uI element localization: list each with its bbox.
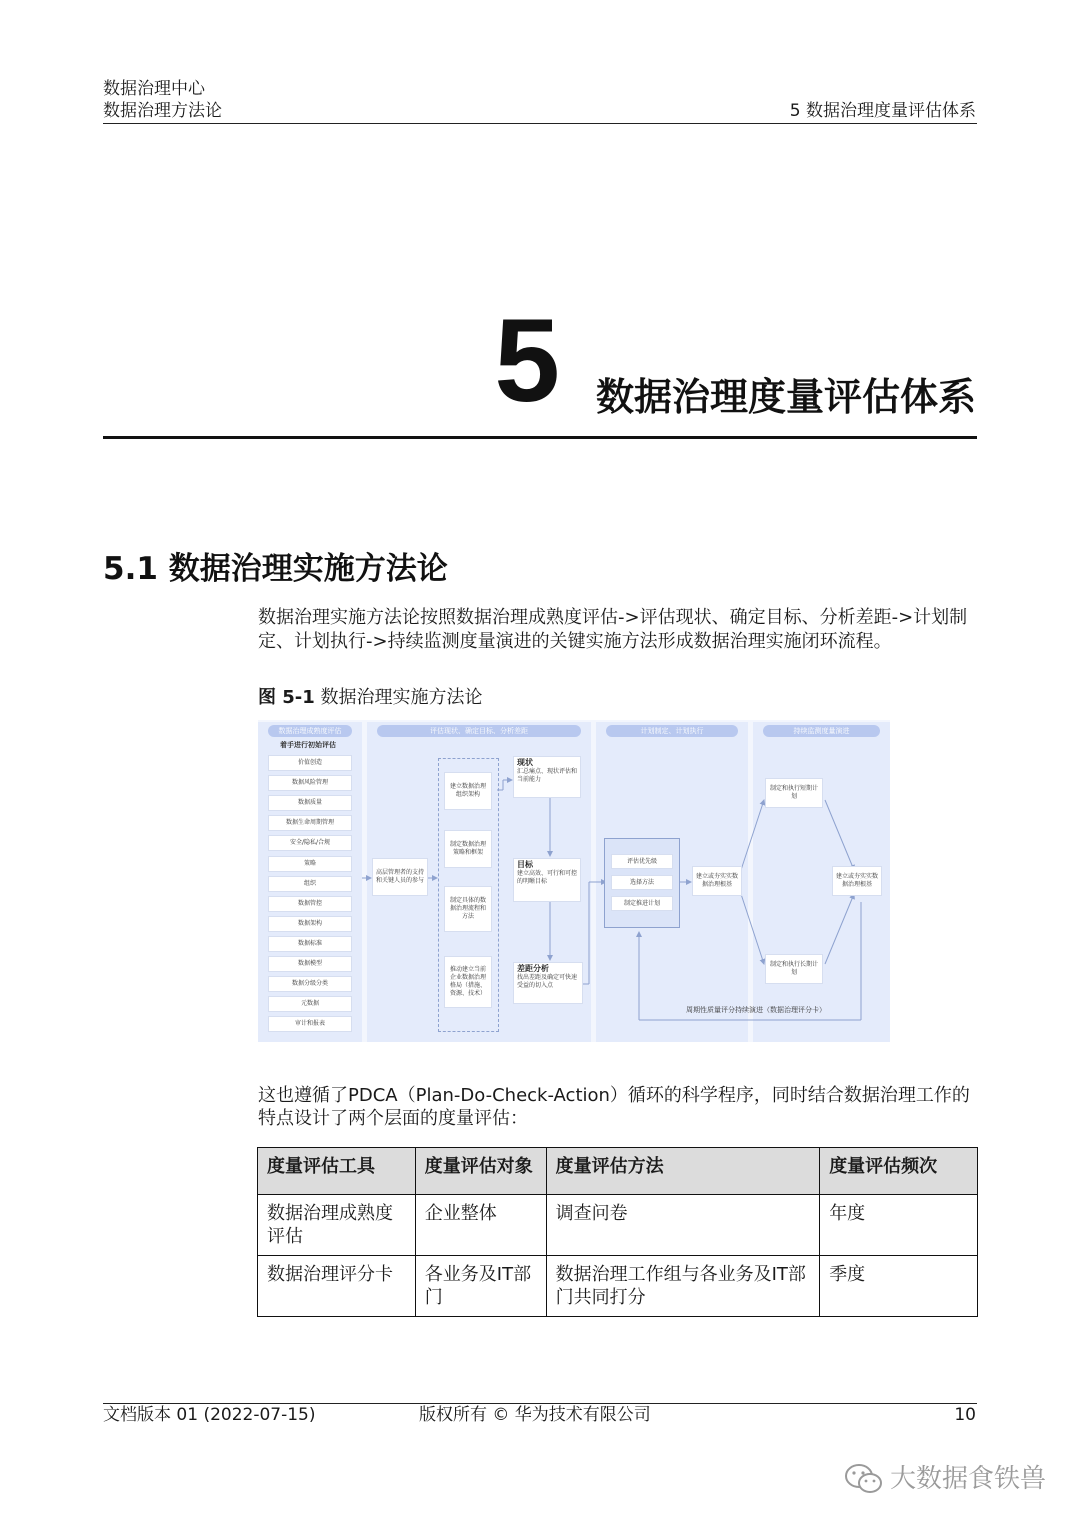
- step-strategy: 制定数据治理策略和框架: [444, 830, 492, 868]
- maturity-dimension-item: 数据模型: [268, 956, 352, 972]
- figure-caption-text: 数据治理实施方法论: [320, 687, 483, 708]
- column-header: 度量评估频次: [820, 1148, 978, 1195]
- gap-title: 差距分析: [517, 964, 549, 973]
- step-landscape: 推动建立当前企业数据治理格局（措施、资源、技术）: [444, 956, 492, 1008]
- gap-box: [513, 962, 583, 1004]
- maturity-dimension-item: 数据标准: [268, 936, 352, 952]
- table-cell: 数据治理成熟度评估: [258, 1195, 416, 1256]
- continuous-foundation-box: 建立或夯实实数据治理根基: [832, 866, 882, 896]
- chapter-title: 数据治理度量评估体系: [595, 375, 976, 419]
- maturity-dimension-item: 数据管控: [268, 896, 352, 912]
- panel-header: 持续监测度量演进: [763, 725, 880, 737]
- watermark-text: 大数据食铁兽: [889, 1464, 1046, 1494]
- maturity-dimension-item: 数据分级分类: [268, 976, 352, 992]
- plan-schedule: 制定推进计划: [611, 896, 673, 911]
- table-cell: 企业整体: [415, 1195, 546, 1256]
- maturity-dimension-item: 价值创造: [268, 755, 352, 771]
- table-cell: 数据治理评分卡: [258, 1256, 416, 1317]
- maturity-dimension-item: 数据质量: [268, 795, 352, 811]
- table-row: [258, 1195, 978, 1256]
- table-cell: 年度: [820, 1195, 978, 1256]
- table-row: [258, 1256, 978, 1317]
- gap-text: 找出差距及确定可快速受益的切入点: [517, 974, 578, 989]
- maturity-dimension-item: 数据风险管理: [268, 775, 352, 791]
- column-header: 度量评估方法: [546, 1148, 820, 1195]
- assessment-table: [257, 1147, 978, 1317]
- footer-version: 文档版本 01 (2022-07-15): [103, 1405, 316, 1425]
- header-divider: [103, 123, 977, 124]
- maturity-dimension-item: 策略: [268, 856, 352, 872]
- section-title: 5.1 数据治理实施方法论: [103, 551, 448, 587]
- maturity-dimension-item: 组织: [268, 876, 352, 892]
- plan-priority: 评估优先级: [611, 854, 673, 869]
- status-title: 现状: [517, 758, 533, 767]
- header-product: 数据治理中心: [103, 79, 205, 99]
- maturity-dimension-item: 元数据: [268, 996, 352, 1012]
- methodology-diagram: [258, 720, 890, 1042]
- figure-caption: [258, 686, 483, 710]
- table-cell: 数据治理工作组与各业务及IT部门共同打分: [546, 1256, 820, 1317]
- goal-title: 目标: [517, 860, 533, 869]
- loop-label: 周期性质量评分持续演进（数据治理评分卡）: [686, 1006, 826, 1014]
- maturity-dimension-item: 审计和报表: [268, 1016, 352, 1032]
- establish-foundation-box: 建立或夯实实数据治理根基: [692, 866, 742, 896]
- table-cell: 各业务及IT部门: [415, 1256, 546, 1317]
- panel-header: 评估现状、确定目标、分析差距: [377, 725, 581, 737]
- footer-copyright: 版权所有 © 华为技术有限公司: [419, 1405, 651, 1425]
- section-intro: 数据治理实施方法论按照数据治理成熟度评估->评估现状、确定目标、分析差距->计划制定、计划执行->持续监测度量演进的关键实施方法形成数据治理实施闭环流程。: [258, 607, 968, 652]
- chapter-divider: [103, 436, 977, 439]
- long-term-plan-box: 制定和执行长期计划: [765, 954, 823, 984]
- initial-assessment-label: 着手进行初始评估: [280, 741, 336, 749]
- goal-text: 建立高效、可行和可控的明晰目标: [517, 870, 578, 885]
- panel-header: 计划制定、计划执行: [606, 725, 738, 737]
- exec-support-box: 高层管理者的支持和关键人员的参与: [372, 858, 428, 896]
- maturity-dimension-item: 安全/隐私/合规: [268, 835, 352, 851]
- maturity-dimension-item: 数据架构: [268, 916, 352, 932]
- pdca-paragraph: 这也遵循了PDCA（Plan-Do-Check-Action）循环的科学程序，同时结合数据治理工作的特点设计了两个层面的度量评估：: [258, 1085, 970, 1129]
- plan-method: 选择方法: [611, 875, 673, 890]
- table-cell: 季度: [820, 1256, 978, 1317]
- step-org-structure: 建立数据治理组织架构: [444, 772, 492, 810]
- column-header: 度量评估工具: [258, 1148, 416, 1195]
- status-box: [513, 756, 581, 798]
- panel-header: 数据治理成熟度评估: [268, 725, 352, 737]
- table-header-row: [258, 1148, 978, 1195]
- maturity-dimension-item: 数据生命周期管理: [268, 815, 352, 831]
- step-process: 制定具体的数据治理流程和方法: [444, 886, 492, 932]
- wechat-icon: [844, 1462, 884, 1496]
- short-term-plan-box: 制定和执行短期计划: [765, 778, 823, 808]
- watermark: [844, 1462, 1046, 1496]
- goal-box: [513, 858, 581, 902]
- figure-label: 图 5-1: [258, 687, 315, 708]
- header-chapter-ref: 5 数据治理度量评估体系: [789, 101, 976, 121]
- header-document: 数据治理方法论: [103, 101, 222, 121]
- status-text: 汇总痛点、现状评估和当前能力: [517, 768, 578, 783]
- column-header: 度量评估对象: [415, 1148, 546, 1195]
- chapter-number: 5: [494, 295, 560, 427]
- table-cell: 调查问卷: [546, 1195, 820, 1256]
- page-number: 10: [954, 1405, 976, 1425]
